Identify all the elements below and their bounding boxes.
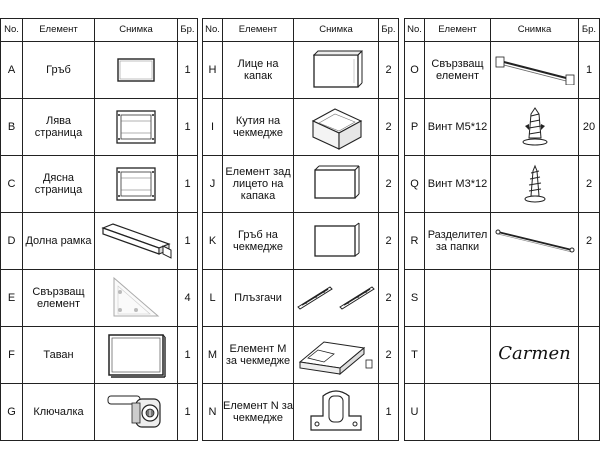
table-row [405, 270, 600, 327]
parts-panel-3 [404, 18, 600, 441]
table-row [203, 42, 399, 99]
part-qty: 1 [178, 42, 198, 99]
table-row [405, 156, 600, 213]
part-image [491, 42, 579, 99]
part-image [95, 99, 178, 156]
part-name: Гръб на чекмедже [223, 213, 294, 270]
parts-panel-2 [202, 18, 399, 441]
table-row [405, 384, 600, 441]
table-row [1, 42, 198, 99]
table-row [203, 156, 399, 213]
part-qty: 4 [178, 270, 198, 327]
part-code: P [405, 99, 425, 156]
part-name: Свързващ елемент [425, 42, 491, 99]
parts-table-3 [404, 18, 600, 441]
part-name: Таван [23, 327, 95, 384]
back-panel-icon [114, 55, 158, 85]
part-image [294, 384, 379, 441]
table-row [405, 42, 600, 99]
part-code: I [203, 99, 223, 156]
part-image [95, 384, 178, 441]
part-qty: 2 [379, 213, 399, 270]
part-name: Разделител за папки [425, 213, 491, 270]
element-m-icon [294, 332, 378, 378]
part-code: L [203, 270, 223, 327]
part-image [95, 156, 178, 213]
part-code: B [1, 99, 23, 156]
part-image [491, 99, 579, 156]
table-row [203, 213, 399, 270]
part-image [491, 213, 579, 270]
part-image [294, 270, 379, 327]
connecting-bracket-icon [106, 272, 166, 324]
part-image [294, 327, 379, 384]
header-no: No. [405, 19, 425, 42]
part-image [95, 42, 178, 99]
part-image [95, 270, 178, 327]
part-image [294, 42, 379, 99]
part-qty: 1 [178, 327, 198, 384]
part-qty: 2 [379, 270, 399, 327]
part-name: Лице на капак [223, 42, 294, 99]
table-row [203, 270, 399, 327]
part-name: Винт М3*12 [425, 156, 491, 213]
part-code: N [203, 384, 223, 441]
part-name: Долна рамка [23, 213, 95, 270]
table-row [405, 327, 600, 384]
part-name: Гръб [23, 42, 95, 99]
part-name: Свързващ елемент [23, 270, 95, 327]
header-element: Елемент [23, 19, 95, 42]
connecting-rod-icon [492, 55, 578, 85]
drawer-slides-icon [294, 283, 378, 313]
part-qty: 2 [379, 42, 399, 99]
part-code: F [1, 327, 23, 384]
part-name: Лява страница [23, 99, 95, 156]
header-element: Елемент [425, 19, 491, 42]
part-image [95, 327, 178, 384]
table-row [203, 99, 399, 156]
part-image [95, 213, 178, 270]
part-image [491, 270, 579, 327]
part-name: Винт М5*12 [425, 99, 491, 156]
part-code: A [1, 42, 23, 99]
part-qty: 2 [379, 99, 399, 156]
part-name: Ключалка [23, 384, 95, 441]
table-row [1, 213, 198, 270]
part-name [425, 327, 491, 384]
header-image: Снимка [491, 19, 579, 42]
right-side-panel-icon [111, 164, 161, 204]
part-code: M [203, 327, 223, 384]
header-no: No. [1, 19, 23, 42]
part-code: O [405, 42, 425, 99]
table-row [1, 99, 198, 156]
table-header [405, 19, 600, 42]
part-name: Дясна страница [23, 156, 95, 213]
part-qty: 1 [579, 42, 600, 99]
header-element: Елемент [223, 19, 294, 42]
header-no: No. [203, 19, 223, 42]
part-qty: 1 [178, 99, 198, 156]
part-code: H [203, 42, 223, 99]
part-qty [579, 327, 600, 384]
drawer-back-icon [309, 220, 363, 262]
part-image [294, 156, 379, 213]
table-row [405, 213, 600, 270]
part-qty: 1 [178, 384, 198, 441]
parts-table-2 [202, 18, 399, 441]
header-qty: Бр. [379, 19, 399, 42]
header-image: Снимка [294, 19, 379, 42]
table-row [1, 384, 198, 441]
part-name: Елемент N за чекмедже [223, 384, 294, 441]
part-code: T [405, 327, 425, 384]
part-code: D [1, 213, 23, 270]
part-qty: 1 [178, 156, 198, 213]
part-image [491, 384, 579, 441]
part-qty: 20 [579, 99, 600, 156]
part-code: C [1, 156, 23, 213]
part-name: Елемент зад лицето на капака [223, 156, 294, 213]
drawer-box-icon [305, 103, 367, 151]
part-name: Кутия на чекмедже [223, 99, 294, 156]
part-name: Плъзгачи [223, 270, 294, 327]
brand-logo: Carmen [498, 343, 571, 364]
element-n-icon [301, 386, 371, 438]
part-code: U [405, 384, 425, 441]
part-code: E [1, 270, 23, 327]
part-code: G [1, 384, 23, 441]
parts-panel-1 [0, 18, 198, 441]
part-qty: 2 [579, 156, 600, 213]
part-image [294, 213, 379, 270]
lid-front-icon [308, 49, 364, 91]
part-image [491, 327, 579, 384]
table-row [1, 270, 198, 327]
header-qty: Бр. [178, 19, 198, 42]
folder-divider-icon [492, 226, 578, 256]
parts-table-1 [0, 18, 198, 441]
part-qty [579, 270, 600, 327]
screw-m5-icon [515, 106, 555, 148]
part-name [425, 270, 491, 327]
part-image [491, 156, 579, 213]
part-qty [579, 384, 600, 441]
lid-front-element-icon [309, 164, 363, 204]
header-image: Снимка [95, 19, 178, 42]
table-row [1, 327, 198, 384]
table-header [203, 19, 399, 42]
part-code: K [203, 213, 223, 270]
header-qty: Бр. [579, 19, 600, 42]
table-row [1, 156, 198, 213]
screw-m3-icon [515, 163, 555, 205]
part-code: S [405, 270, 425, 327]
part-qty: 2 [379, 327, 399, 384]
top-panel-icon [103, 331, 169, 379]
part-qty: 2 [579, 213, 600, 270]
part-image [294, 99, 379, 156]
part-code: Q [405, 156, 425, 213]
part-code: J [203, 156, 223, 213]
table-header [1, 19, 198, 42]
part-qty: 2 [379, 156, 399, 213]
table-row [203, 384, 399, 441]
part-qty: 1 [178, 213, 198, 270]
table-row [203, 327, 399, 384]
table-row [405, 99, 600, 156]
part-name: Елемент М за чекмедже [223, 327, 294, 384]
lock-icon [98, 389, 174, 435]
left-side-panel-icon [111, 107, 161, 147]
part-code: R [405, 213, 425, 270]
part-qty: 1 [379, 384, 399, 441]
bottom-frame-icon [97, 220, 175, 262]
part-name [425, 384, 491, 441]
